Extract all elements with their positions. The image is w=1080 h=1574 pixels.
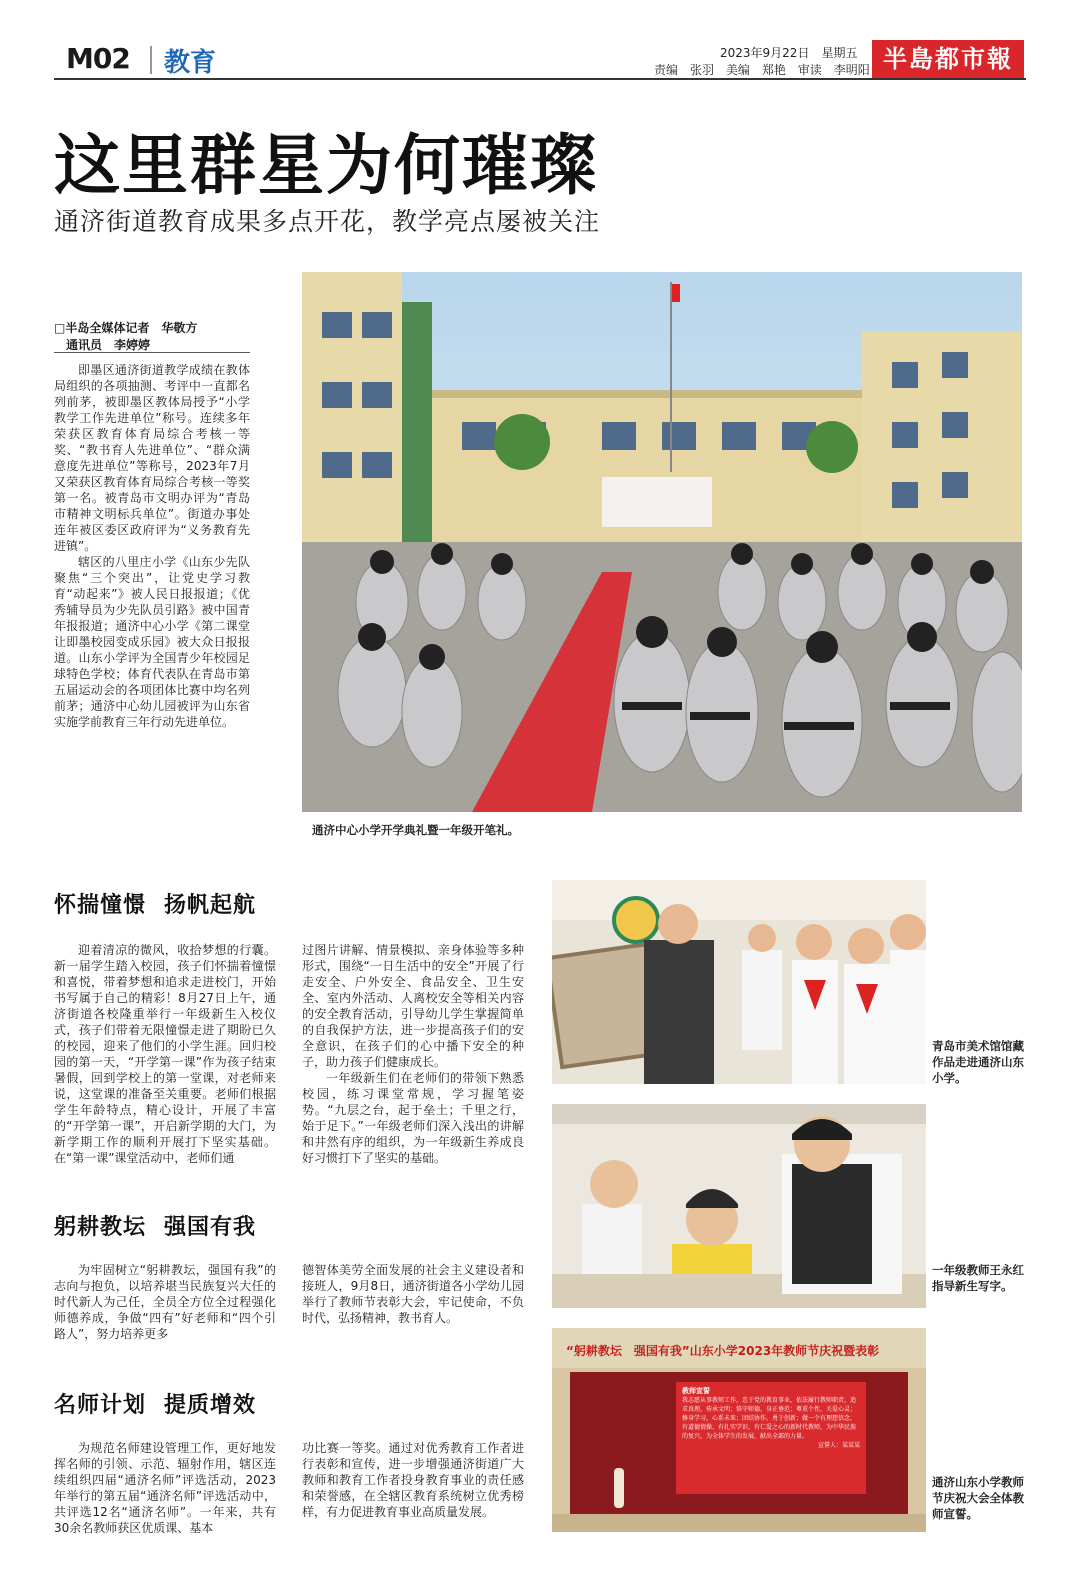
byline-reporter: □半岛全媒体记者 华敬方 [54,321,198,335]
reviewer-credit: 审读 李明阳 [797,63,870,77]
section-3-body [54,1440,524,1536]
section-1-paragraph-1: 迎着清凉的微风，收拾梦想的行囊。新一届学生踏入校园，孩子们怀揣着憧憬和喜悦，带着梦想和追求走进校门，开始书写属于自己的精彩！8月27日上午，通济街道各校隆重举行一年级新生入校仪式，孩子们带着无限憧憬走进了期盼已久的校园，迎来了他们的小学生涯。回归校园的第一天，“开学第一课”作为孩子结束暑假，回到学校上的第一堂课，对老师来说，这堂课的准备至关重要。老师们根据学生年龄特点，精心设计，开展了丰富的“开学第一课”，开启新学期的大门，为新学期工作的顺利开展打下坚实基础。在“第一课”课堂活动中，老师们通 [54,943,276,1165]
side-photo-teacher-pledge [552,1328,926,1532]
section-heading-3-part-b: 提质增效 [164,1393,257,1418]
section-2-paragraph-1: 为牢固树立“躬耕教坛，强国有我”的志向与抱负，以培养堪当民族复兴大任的时代新人为己任，全员全方位全过程强化师德养成，争做“四有”好老师和“四个引路人”，努力培养更多 [54,1263,276,1341]
section-2-right-column [302,1262,524,1342]
article-subtitle: 通济街道教育成果多点开花，教学亮点屡被关注 [54,207,601,236]
designer-credit: 美编 郑艳 [725,63,786,77]
side-photo-1-illustration [552,880,926,1084]
pledge-screen [676,1382,866,1494]
section-1-paragraph-1-cont: 过图片讲解、情景模拟、亲身体验等多种形式，围绕“一日生活中的安全”开展了行走安全、户外安全、食品安全、卫生安全、室内外活动、人离校安全等相关内容的安全教育活动，引导幼儿学生掌握简单的自我保护方法，进一步提高孩子们的安全意识，在孩子们的心中播下安全的种子，助力孩子们健康成长。 [302,943,524,1069]
section-2-left-column [54,1262,276,1342]
intro-column [54,362,250,730]
section-name: 教育 [164,48,217,78]
section-heading-3-part-a: 名师计划 [54,1393,147,1418]
intro-paragraph-1: 即墨区通济街道教学成绩在教体局组织的各项抽测、考评中一直都名列前茅，被即墨区教体局授予“小学教学工作先进单位”称号。连续多年荣获区教育体育局综合考核一等奖、“教书育人先进单位”、“群众满意度先进单位”等称号，2023年7月又荣获区教育体育局综合考核一等奖第一名。被青岛市文明办评为“青岛市精神文明标兵单位”。街道办事处连年被区委区政府评为“义务教育先进镇”。 [54,363,250,553]
section-3-left-column [54,1440,276,1536]
page-code: M02 [66,42,130,75]
side-photo-1-caption: 青岛市美术馆馆藏作品走进通济山东小学。 [932,1039,1024,1085]
section-3-right-column [302,1440,524,1536]
side-photo-2-caption: 一年级教师王永红指导新生写字。 [932,1263,1024,1293]
side-photo-art-exhibit [552,880,926,1084]
header-rule [54,78,1026,80]
section-1-left-column [54,942,276,1166]
pledge-screen-text: 我志愿从事教师工作，忠于党的教育事业，依法履行教师职责，追求真理，传承文明；恪守师德，身正垂范；尊重个性，关爱心灵；修身学习，心系未来；团结协作，勇于创新；做一个有理想信念、有道德情操、有扎实学识、有仁爱之心的新时代教师，为中华民族的复兴，为全体学生的发展，献出全部的力量。 [682,1397,857,1440]
editors-line [654,61,878,78]
section-2-paragraph-1-cont: 德智体美劳全面发展的社会主义建设者和接班人，9月8日，通济街道各小学幼儿园举行了教师节表彰大会，牢记使命，不负时代，弘扬精神，教书育人。 [302,1263,524,1325]
section-3-paragraph-1-cont: 功比赛一等奖。通过对优秀教育工作者进行表彰和宣传，进一步增强通济街道广大教师和教育工作者投身教育事业的责任感和荣誉感，在全辖区教育系统树立优秀榜样，有力促进教育事业高质量发展。 [302,1441,524,1519]
section-3-paragraph-1: 为规范名师建设管理工作，更好地发挥名师的引领、示范、辐射作用，辖区连续组织四届“通济名师”评选活动，2023年举行的第五届“通济名师”评选活动中，共评选12名“通济名师”。一年来，共有30余名教师获区优质课、基本 [54,1441,276,1535]
byline-rule [54,352,250,353]
section-heading-1-part-a: 怀揣憧憬 [54,893,147,918]
date-line: 2023年9月22日 星期五 [720,46,858,60]
newspaper-masthead: 半島都市報 [872,40,1024,78]
pledge-banner-text: “躬耕教坛 强国有我”山东小学2023年教师节庆祝暨表彰 [566,1344,880,1358]
main-photo-caption: 通济中心小学开学典礼暨一年级开笔礼。 [312,823,519,837]
section-1-right-column [302,942,524,1166]
byline-correspondent: 通讯员 李婷婷 [66,338,151,352]
pledge-screen-title: 教师宣誓 [682,1387,710,1395]
speaker-figure [614,1468,624,1508]
main-photo [302,272,1022,812]
editor-credit: 责编 张羽 [654,63,715,77]
section-heading-3 [54,1388,274,1419]
section-2-body [54,1262,524,1342]
section-heading-1 [54,888,274,919]
section-heading-2 [54,1210,274,1241]
section-heading-2-part-a: 躬耕教坛 [54,1215,147,1240]
main-photo-illustration [302,272,1022,812]
section-heading-2-part-b: 强国有我 [164,1215,257,1240]
article-title: 这里群星为何璀璨 [54,127,598,204]
section-1-body [54,942,524,1166]
byline [54,320,197,354]
side-photo-2-illustration [552,1104,926,1308]
section-heading-1-part-b: 扬帆起航 [164,893,257,918]
header-divider [150,46,152,74]
section-1-paragraph-2: 一年级新生们在老师们的带领下熟悉校园，练习课堂常规，学习握笔姿势。“九层之台，起于垒土；千里之行，始于足下。”一年级老师们深入浅出的讲解和井然有序的组织，为一年级新生养成良好习惯打下了坚实的基础。 [302,1071,524,1165]
pledge-screen-signature: 宣誓人：某某某 [817,1442,860,1449]
intro-paragraph-2: 辖区的八里庄小学《山东少先队聚焦“三个突出”，让党史学习教育“动起来”》被人民日报报道；《优秀辅导员为少先队员引路》被中国青年报报道；通济中心小学《第二课堂让即墨校园变成乐园》被大众日报报道。山东小学评为全国青少年校园足球特色学校；体育代表队在青岛市第五届运动会的各项团体比赛中均名列前茅；通济中心幼儿园被评为山东省实施学前教育三年行动先进单位。 [54,555,250,729]
side-photo-3-caption: 通济山东小学教师节庆祝大会全体教师宣誓。 [932,1475,1024,1521]
side-photo-writing-class [552,1104,926,1308]
